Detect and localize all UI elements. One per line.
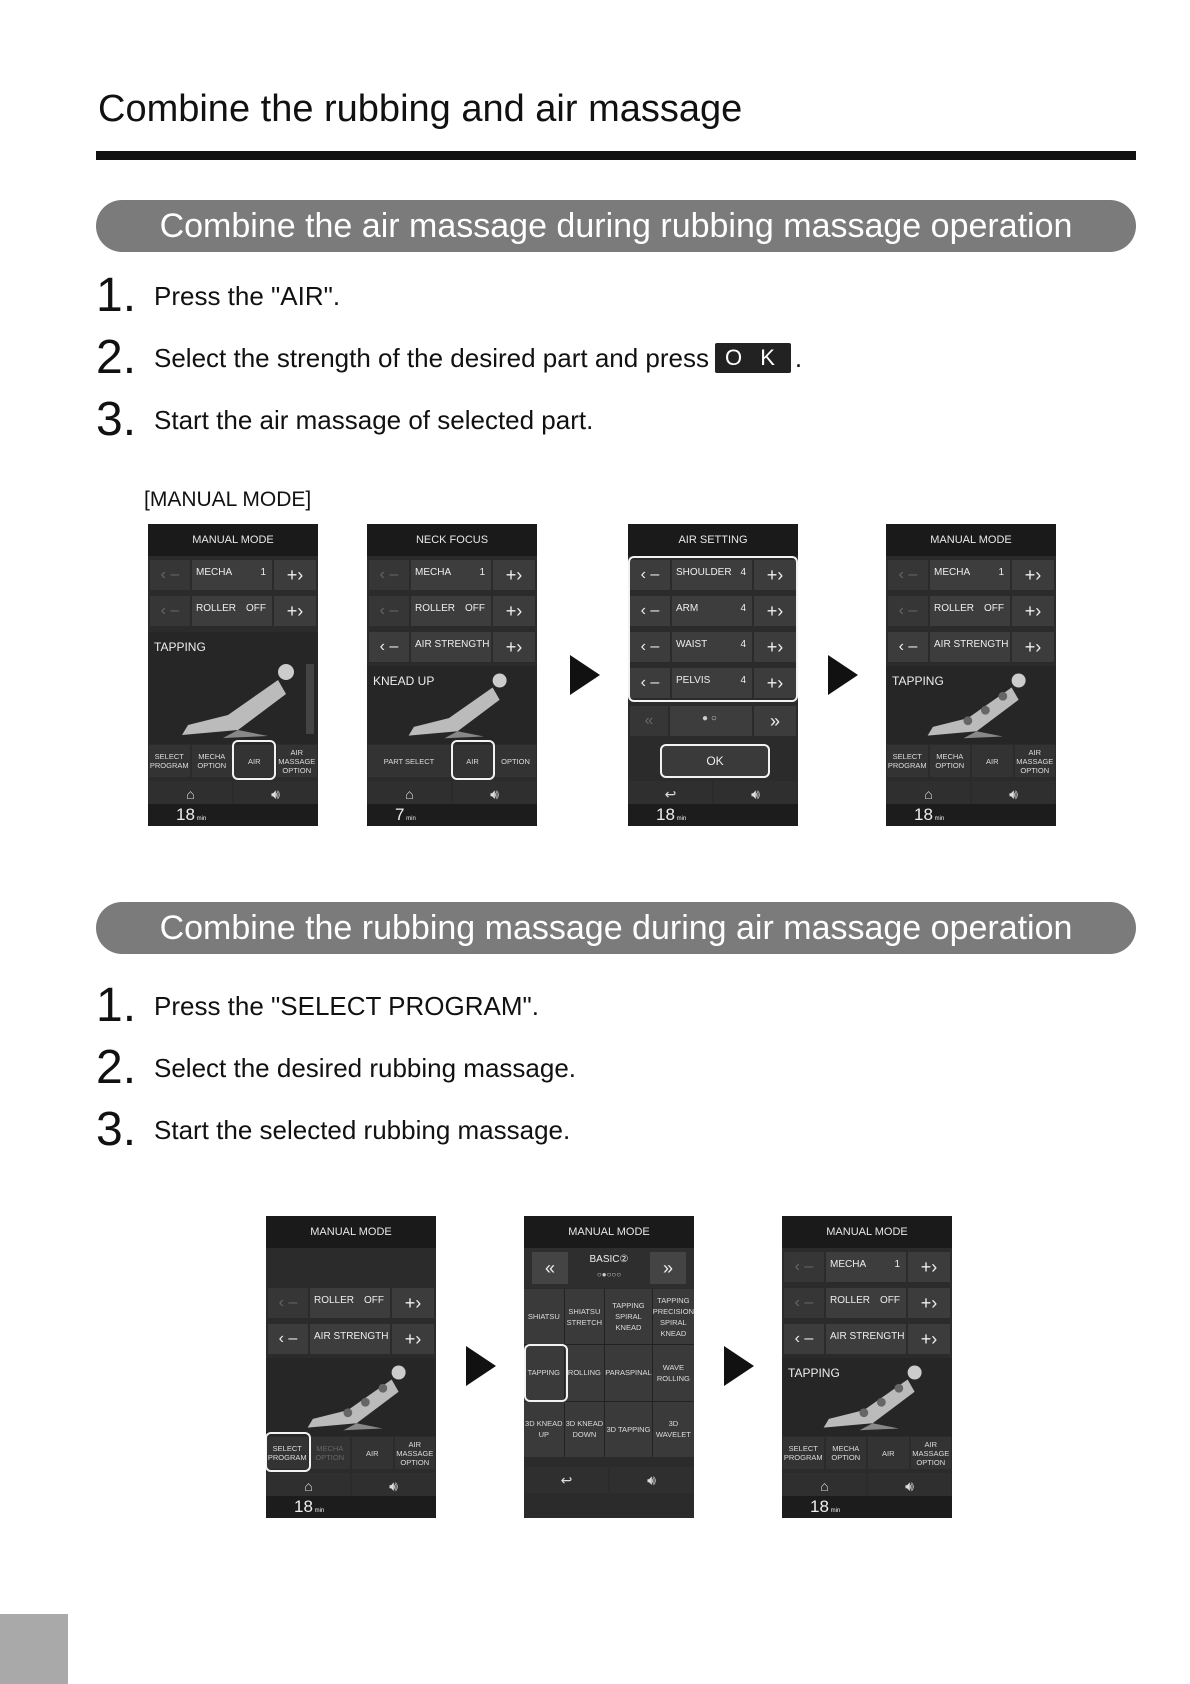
roller-label xyxy=(310,1288,390,1318)
air-strength-label: AIR STRENGTH xyxy=(411,632,491,662)
mecha-option-button[interactable]: MECHA OPTION xyxy=(310,1437,351,1469)
screen-a2 xyxy=(367,524,537,826)
chair-figure-icon xyxy=(802,1362,952,1432)
screen-b1 xyxy=(266,1216,436,1518)
menu-bar xyxy=(886,744,1056,778)
screen-b2 xyxy=(524,1216,694,1518)
minus-button[interactable]: ‹ – xyxy=(268,1288,308,1318)
program-button[interactable]: 3D KNEAD DOWN xyxy=(565,1402,605,1457)
return-icon[interactable]: ↩ xyxy=(525,1467,608,1493)
highlight-frame xyxy=(232,740,276,780)
volume-icon[interactable]: 🔊︎ xyxy=(234,781,317,807)
screen-b3 xyxy=(782,1216,952,1518)
minus-button[interactable]: ‹ – xyxy=(888,632,928,662)
plus-button[interactable]: +› xyxy=(908,1324,950,1354)
program-button[interactable]: ROLLING xyxy=(565,1345,605,1400)
timer-value: 7 xyxy=(395,805,405,824)
highlight-frame xyxy=(628,556,798,702)
screen-header: MANUAL MODE xyxy=(524,1216,694,1248)
nav-bar xyxy=(524,1466,694,1494)
plus-button[interactable]: +› xyxy=(754,596,796,626)
program-button[interactable]: 3D KNEAD UP xyxy=(524,1402,564,1457)
roller-label xyxy=(930,596,1010,626)
select-program-button[interactable]: SELECT PROGRAM xyxy=(149,745,190,777)
mecha-option-button[interactable]: MECHA OPTION xyxy=(826,1437,867,1469)
part-text: WAIST xyxy=(676,639,708,650)
mecha-label xyxy=(411,560,491,590)
chair-figure-icon xyxy=(387,670,537,740)
air-button[interactable]: AIR xyxy=(452,745,493,777)
air-strength-row xyxy=(782,1322,952,1356)
screen-header: MANUAL MODE xyxy=(886,524,1056,556)
air-massage-option-button[interactable]: AIR MASSAGE OPTION xyxy=(1015,745,1056,777)
select-program-button[interactable]: SELECT PROGRAM xyxy=(267,1437,308,1469)
arrow-right-icon xyxy=(724,1346,754,1386)
mecha-option-button[interactable]: MECHA OPTION xyxy=(192,745,233,777)
mecha-value: 1 xyxy=(260,567,266,578)
prev-page-button[interactable]: « xyxy=(532,1252,568,1284)
next-page-button[interactable]: » xyxy=(754,706,796,736)
next-page-button[interactable]: » xyxy=(650,1252,686,1284)
mecha-row xyxy=(148,558,318,592)
plus-button[interactable]: +› xyxy=(1012,560,1054,590)
plus-button[interactable]: +› xyxy=(908,1288,950,1318)
step-number: 1. xyxy=(96,979,137,1032)
home-icon[interactable]: ⌂ xyxy=(267,1473,350,1499)
part-text: SHOULDER xyxy=(676,567,732,578)
program-label: TAPPING xyxy=(154,640,206,654)
screen-header: NECK FOCUS xyxy=(367,524,537,556)
timer-display: 18 min xyxy=(148,804,318,826)
part-select-button[interactable]: PART SELECT xyxy=(368,745,450,777)
chair-figure-icon xyxy=(168,660,318,740)
minus-button[interactable]: ‹ – xyxy=(630,560,670,590)
roller-text: ROLLER xyxy=(934,603,975,614)
part-value: 4 xyxy=(740,603,746,614)
volume-icon[interactable]: 🔊︎ xyxy=(352,1473,435,1499)
menu-bar xyxy=(782,1436,952,1470)
mecha-value: 1 xyxy=(479,567,485,578)
program-button[interactable]: SHIATSU xyxy=(524,1289,564,1344)
plus-button[interactable]: +› xyxy=(493,632,535,662)
program-button[interactable]: TAPPING SPIRAL KNEAD xyxy=(605,1289,652,1344)
roller-row xyxy=(367,594,537,628)
plus-button[interactable]: +› xyxy=(754,668,796,698)
part-text: ARM xyxy=(676,603,699,614)
home-icon[interactable]: ⌂ xyxy=(783,1473,866,1499)
minus-button[interactable]: ‹ – xyxy=(150,596,190,626)
volume-icon[interactable]: 🔊︎ xyxy=(868,1473,951,1499)
screen-header: MANUAL MODE xyxy=(148,524,318,556)
plus-button[interactable]: +› xyxy=(1012,632,1054,662)
roller-label xyxy=(192,596,272,626)
step-number: 3. xyxy=(96,1103,137,1156)
air-button[interactable]: AIR xyxy=(352,1437,393,1469)
s1-step-2 xyxy=(96,331,803,384)
roller-value: OFF xyxy=(246,603,266,614)
mecha-row xyxy=(367,558,537,592)
step-text: Press the "SELECT PROGRAM". xyxy=(154,990,539,1021)
s1-step-3 xyxy=(96,393,594,446)
highlight-frame xyxy=(524,1344,568,1402)
page-row xyxy=(628,704,798,738)
mecha-text: MECHA xyxy=(830,1259,867,1270)
s2-step-2 xyxy=(96,1041,577,1094)
program-button[interactable]: WAVE ROLLING xyxy=(653,1345,694,1400)
s2-step-1 xyxy=(96,979,539,1032)
minus-button[interactable]: ‹ – xyxy=(784,1252,824,1282)
plus-button[interactable]: +› xyxy=(392,1324,434,1354)
part-value: 4 xyxy=(740,567,746,578)
mecha-text: MECHA xyxy=(415,567,452,578)
plus-button[interactable]: +› xyxy=(1012,596,1054,626)
timer-value: 18 xyxy=(914,805,933,824)
part-value: 4 xyxy=(740,675,746,686)
step-text-after: . xyxy=(794,342,803,373)
screen-header: MANUAL MODE xyxy=(782,1216,952,1248)
timer-display: 18 min xyxy=(266,1496,436,1518)
step-number: 2. xyxy=(96,331,137,384)
air-strength-row xyxy=(266,1322,436,1356)
plus-button[interactable]: +› xyxy=(274,560,316,590)
arrow-right-icon xyxy=(466,1346,496,1386)
timer-display: 18 min xyxy=(782,1496,952,1518)
volume-icon[interactable]: 🔊︎ xyxy=(714,781,797,807)
mecha-option-button[interactable]: MECHA OPTION xyxy=(930,745,971,777)
air-button[interactable]: AIR xyxy=(972,745,1013,777)
volume-icon[interactable]: 🔊︎ xyxy=(453,781,536,807)
minus-button[interactable]: ‹ – xyxy=(888,560,928,590)
minus-button[interactable]: ‹ – xyxy=(268,1324,308,1354)
air-button[interactable]: AIR xyxy=(234,745,275,777)
s1-step-1 xyxy=(96,269,341,322)
ok-button[interactable]: OK xyxy=(660,744,770,778)
prev-page-button[interactable]: « xyxy=(630,706,668,736)
arrow-right-icon xyxy=(828,655,858,695)
screen-body xyxy=(782,1358,952,1436)
minus-button[interactable]: ‹ – xyxy=(150,560,190,590)
screen-header: MANUAL MODE xyxy=(266,1216,436,1248)
program-label: TAPPING xyxy=(892,674,944,688)
program-button-tapping[interactable]: TAPPING xyxy=(524,1345,564,1400)
air-massage-option-button[interactable]: AIR MASSAGE OPTION xyxy=(911,1437,952,1469)
screen-body xyxy=(367,666,537,744)
minus-button[interactable]: ‹ – xyxy=(369,632,409,662)
plus-button[interactable]: +› xyxy=(493,560,535,590)
plus-button[interactable]: +› xyxy=(908,1252,950,1282)
select-program-button[interactable]: SELECT PROGRAM xyxy=(783,1437,824,1469)
program-label: KNEAD UP xyxy=(373,674,435,688)
mecha-label xyxy=(826,1252,906,1282)
option-button[interactable]: OPTION xyxy=(495,745,536,777)
roller-text: ROLLER xyxy=(415,603,456,614)
mecha-value: 1 xyxy=(998,567,1004,578)
minus-button[interactable]: ‹ – xyxy=(784,1324,824,1354)
step-number: 1. xyxy=(96,269,137,322)
home-icon[interactable]: ⌂ xyxy=(887,781,970,807)
section1-banner: Combine the air massage during rubbing massage operation xyxy=(96,200,1136,252)
highlight-frame xyxy=(266,1432,311,1472)
manual-mode-label: [MANUAL MODE] xyxy=(144,488,312,511)
air-strength-row xyxy=(886,630,1056,664)
home-icon[interactable]: ⌂ xyxy=(149,781,232,807)
air-strength-label: AIR STRENGTH xyxy=(930,632,1010,662)
air-strength-row xyxy=(367,630,537,664)
timer-value: 18 xyxy=(176,805,195,824)
plus-button[interactable]: +› xyxy=(754,632,796,662)
program-button[interactable]: 3D TAPPING xyxy=(605,1402,652,1457)
step-number: 3. xyxy=(96,393,137,446)
step-number: 2. xyxy=(96,1041,137,1094)
timer-value: 18 xyxy=(294,1497,313,1516)
part-value: 4 xyxy=(740,639,746,650)
screen-body xyxy=(266,1358,436,1436)
program-button[interactable]: TAPPING PRECISION SPIRAL KNEAD xyxy=(653,1289,694,1344)
screen-header: AIR SETTING xyxy=(628,524,798,556)
timer-value: 18 xyxy=(656,805,675,824)
program-label: TAPPING xyxy=(788,1366,840,1380)
roller-text: ROLLER xyxy=(314,1295,355,1306)
s2-step-3 xyxy=(96,1103,571,1156)
screen-a1 xyxy=(148,524,318,826)
page-dots: ● ○ xyxy=(670,706,752,736)
minus-button[interactable]: ‹ – xyxy=(784,1288,824,1318)
step-text: Press the "AIR". xyxy=(154,280,341,311)
screen-body xyxy=(886,666,1056,744)
timer-display: 7 min xyxy=(367,804,537,826)
page-title: Combine the rubbing and air massage xyxy=(98,88,743,130)
minus-button[interactable]: ‹ – xyxy=(888,596,928,626)
section2-banner: Combine the rubbing massage during air massage operation xyxy=(96,902,1136,954)
step-text: Select the strength of the desired part and press xyxy=(154,342,710,373)
return-icon[interactable]: ↩ xyxy=(629,781,712,807)
page-corner-tab xyxy=(0,1614,68,1684)
chair-figure-icon xyxy=(286,1362,436,1432)
mecha-value: 1 xyxy=(894,1259,900,1270)
mecha-label xyxy=(192,560,272,590)
ok-badge: O K xyxy=(715,343,791,373)
timer-display: 18 min xyxy=(886,804,1056,826)
program-button[interactable]: SHIATSU STRETCH xyxy=(565,1289,605,1344)
plus-button[interactable]: +› xyxy=(392,1288,434,1318)
roller-row xyxy=(886,594,1056,628)
air-massage-option-button[interactable]: AIR MASSAGE OPTION xyxy=(395,1437,436,1469)
basic-label: BASIC② xyxy=(589,1254,629,1265)
minus-button[interactable]: ‹ – xyxy=(630,632,670,662)
roller-row xyxy=(266,1286,436,1320)
part-text: PELVIS xyxy=(676,675,711,686)
plus-button[interactable]: +› xyxy=(274,596,316,626)
minus-button[interactable]: ‹ – xyxy=(630,596,670,626)
air-strength-label: AIR STRENGTH xyxy=(826,1324,906,1354)
mecha-row xyxy=(886,558,1056,592)
roller-value: OFF xyxy=(880,1295,900,1306)
screen-a4 xyxy=(886,524,1056,826)
roller-value: OFF xyxy=(465,603,485,614)
chair-figure-icon xyxy=(906,670,1056,740)
minus-button[interactable]: ‹ – xyxy=(630,668,670,698)
roller-text: ROLLER xyxy=(830,1295,871,1306)
mecha-text: MECHA xyxy=(934,567,971,578)
plus-button[interactable]: +› xyxy=(493,596,535,626)
step-text: Start the selected rubbing massage. xyxy=(154,1114,571,1145)
title-rule xyxy=(96,151,1136,160)
select-program-button[interactable]: SELECT PROGRAM xyxy=(887,745,928,777)
minus-button[interactable]: ‹ – xyxy=(369,596,409,626)
basic-selector xyxy=(524,1248,694,1288)
screen-a3 xyxy=(628,524,798,826)
roller-value: OFF xyxy=(364,1295,384,1306)
timer-value: 18 xyxy=(810,1497,829,1516)
mecha-text: MECHA xyxy=(196,567,233,578)
program-button[interactable]: PARASPINAL xyxy=(605,1345,652,1400)
mecha-row xyxy=(782,1250,952,1284)
step-text: Select the desired rubbing massage. xyxy=(154,1052,577,1083)
page-dots: ○●○○○ xyxy=(596,1270,622,1279)
air-button[interactable]: AIR xyxy=(868,1437,909,1469)
roller-value: OFF xyxy=(984,603,1004,614)
volume-icon[interactable]: 🔊︎ xyxy=(610,1467,693,1493)
screen-body xyxy=(148,632,318,744)
roller-label xyxy=(826,1288,906,1318)
home-icon[interactable]: ⌂ xyxy=(368,781,451,807)
roller-label xyxy=(411,596,491,626)
volume-icon[interactable]: 🔊︎ xyxy=(972,781,1055,807)
roller-row xyxy=(148,594,318,628)
plus-button[interactable]: +› xyxy=(754,560,796,590)
highlight-frame xyxy=(451,740,495,780)
roller-text: ROLLER xyxy=(196,603,237,614)
arrow-right-icon xyxy=(570,655,600,695)
timer-display: 18 min xyxy=(628,804,798,826)
step-text: Start the air massage of selected part. xyxy=(154,404,594,435)
air-strength-label: AIR STRENGTH xyxy=(310,1324,390,1354)
program-button[interactable]: 3D WAVELET xyxy=(653,1402,694,1457)
roller-row xyxy=(782,1286,952,1320)
minus-button[interactable]: ‹ – xyxy=(369,560,409,590)
air-massage-option-button[interactable]: AIR MASSAGE OPTION xyxy=(277,745,318,777)
mecha-label xyxy=(930,560,1010,590)
